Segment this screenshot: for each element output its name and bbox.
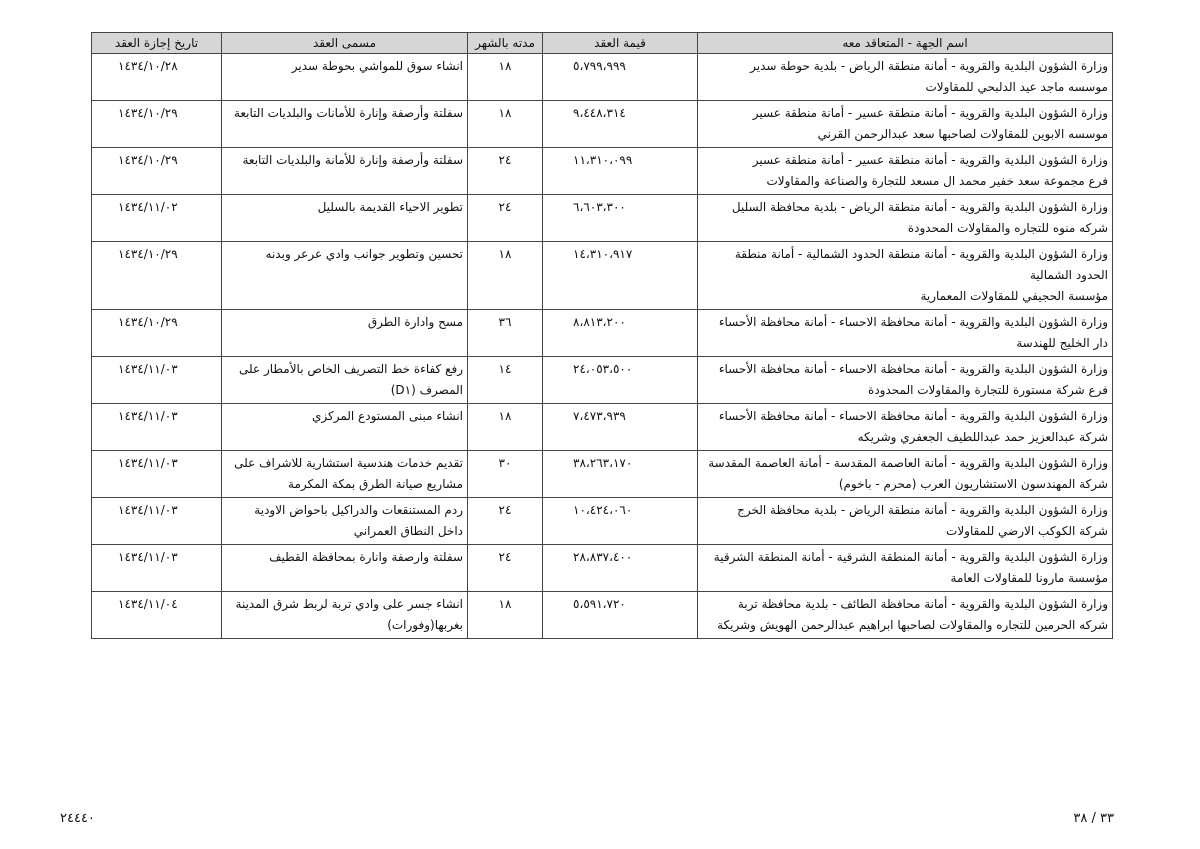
cell-party-line: وزارة الشؤون البلدية والقروية - أمانة منطقة الرياض - بلدية محافظة الخرج	[737, 503, 1108, 517]
cell-value-line: ١٠،٤٢٤،٠٦٠	[573, 503, 633, 517]
page-number: ٣٣ / ٣٨	[1073, 811, 1114, 826]
cell-party	[698, 242, 1113, 310]
cell-name-line: سفلتة وأرصفة وإنارة للأمانة والبلديات التابعة	[242, 153, 463, 167]
cell-date-line: ١٤٣٤/١٠/٢٩	[118, 153, 178, 167]
cell-name	[222, 498, 468, 545]
cell-name	[222, 195, 468, 242]
header-date: تاريخ إجازة العقد	[92, 33, 222, 54]
cell-party-line: وزارة الشؤون البلدية والقروية - أمانة المنطقة الشرقية - أمانة المنطقة الشرقية	[713, 550, 1108, 564]
cell-name	[222, 310, 468, 357]
header-party: اسم الجهة - المتعاقد معه	[698, 33, 1113, 54]
cell-date	[92, 498, 222, 545]
cell-value	[543, 310, 698, 357]
cell-duration	[468, 357, 543, 404]
cell-duration-line: ٢٤	[498, 550, 512, 564]
cell-date-line: ١٤٣٤/١٠/٢٨	[118, 59, 178, 73]
cell-name-line: انشاء سوق للمواشي بحوطة سدير	[291, 59, 463, 73]
cell-date-line: ١٤٣٤/١٠/٢٩	[118, 247, 178, 261]
table-row	[92, 404, 1113, 451]
table-row	[92, 357, 1113, 404]
cell-duration	[468, 310, 543, 357]
header-duration: مدته بالشهر	[468, 33, 543, 54]
cell-duration-line: ١٨	[498, 59, 512, 73]
cell-name	[222, 54, 468, 101]
cell-party-line: شركه منوه للتجاره والمقاولات المحدودة	[907, 221, 1108, 235]
cell-duration	[468, 451, 543, 498]
cell-party-line: فرع شركة مستورة للتجارة والمقاولات المحدودة	[868, 383, 1108, 397]
header-value: قيمة العقد	[543, 33, 698, 54]
table-row	[92, 195, 1113, 242]
table-body	[92, 54, 1113, 639]
cell-party-line: شركة الكوكب الارضي للمقاولات	[946, 524, 1108, 538]
cell-party-line: وزارة الشؤون البلدية والقروية - أمانة منطقة عسير - أمانة منطقة عسير	[752, 153, 1108, 167]
cell-name-line: مسح وادارة الطرق	[367, 315, 463, 329]
cell-value-line: ٧،٤٧٣،٩٣٩	[573, 409, 626, 423]
cell-duration	[468, 195, 543, 242]
cell-duration	[468, 54, 543, 101]
cell-name-line: رفع كفاءة خط التصريف الخاص بالأمطار على المصرف (D١)	[239, 362, 463, 397]
cell-name	[222, 592, 468, 639]
cell-party	[698, 357, 1113, 404]
cell-date	[92, 357, 222, 404]
cell-value	[543, 242, 698, 310]
cell-date-line: ١٤٣٤/١١/٠٢	[118, 200, 178, 214]
table-row	[92, 54, 1113, 101]
cell-party-line: دار الخليج للهندسة	[1016, 336, 1108, 350]
table-row	[92, 498, 1113, 545]
cell-party-line: وزارة الشؤون البلدية والقروية - أمانة منطقة الرياض - بلدية حوطة سدير	[750, 59, 1108, 73]
table-row	[92, 148, 1113, 195]
cell-duration-line: ٣٦	[498, 315, 512, 329]
cell-date	[92, 148, 222, 195]
cell-date	[92, 451, 222, 498]
cell-value	[543, 101, 698, 148]
cell-duration	[468, 498, 543, 545]
cell-party-line: وزارة الشؤون البلدية والقروية - أمانة محافظة الاحساء - أمانة محافظة الأحساء	[718, 362, 1108, 376]
cell-name-line: سفلتة وأرصفة وإنارة للأمانات والبلديات التابعة	[233, 106, 463, 120]
cell-party-line: شركة عبدالعزيز حمد عبداللطيف الجعفري وشريكه	[857, 430, 1108, 444]
cell-duration-line: ٢٤	[498, 503, 512, 517]
cell-value-line: ٣٨،٢٦٣،١٧٠	[573, 456, 633, 470]
cell-duration-line: ١٨	[498, 247, 512, 261]
cell-name	[222, 545, 468, 592]
cell-name	[222, 451, 468, 498]
header-name: مسمى العقد	[222, 33, 468, 54]
cell-date-line: ١٤٣٤/١١/٠٣	[118, 409, 178, 423]
cell-party	[698, 310, 1113, 357]
table-row	[92, 545, 1113, 592]
document-code: ٢٤٤٤٠	[60, 811, 95, 826]
cell-party	[698, 195, 1113, 242]
cell-party	[698, 451, 1113, 498]
cell-name	[222, 101, 468, 148]
cell-value	[543, 195, 698, 242]
cell-party	[698, 545, 1113, 592]
cell-date	[92, 404, 222, 451]
cell-name	[222, 148, 468, 195]
cell-duration	[468, 592, 543, 639]
table-row	[92, 310, 1113, 357]
cell-date-line: ١٤٣٤/١١/٠٣	[118, 550, 178, 564]
cell-date	[92, 101, 222, 148]
cell-party	[698, 498, 1113, 545]
cell-value-line: ٢٨،٨٣٧،٤٠٠	[573, 550, 633, 564]
cell-value	[543, 357, 698, 404]
cell-date-line: ١٤٣٤/١١/٠٣	[118, 503, 178, 517]
table-row	[92, 101, 1113, 148]
cell-duration	[468, 101, 543, 148]
cell-value	[543, 498, 698, 545]
cell-date-line: ١٤٣٤/١١/٠٤	[118, 597, 178, 611]
cell-duration-line: ١٨	[498, 106, 512, 120]
cell-duration-line: ٣٠	[498, 456, 512, 470]
cell-date-line: ١٤٣٤/١١/٠٣	[118, 456, 178, 470]
cell-name-line: انشاء جسر على وادي تربة لربط شرق المدينة بغربها(وفورات)	[235, 597, 463, 632]
cell-party	[698, 148, 1113, 195]
cell-party-line: مؤسسة الحجيفي للمقاولات المعمارية	[920, 289, 1108, 303]
cell-name-line: انشاء مبنى المستودع المركزي	[311, 409, 463, 423]
cell-party-line: موسسه ماجد عيد الدلبحي للمقاولات	[925, 80, 1108, 94]
cell-party	[698, 592, 1113, 639]
cell-duration-line: ٢٤	[498, 200, 512, 214]
cell-party-line: وزارة الشؤون البلدية والقروية - أمانة منطقة عسير - أمانة منطقة عسير	[752, 106, 1108, 120]
cell-value-line: ٨،٨١٣،٢٠٠	[573, 315, 626, 329]
cell-name	[222, 404, 468, 451]
cell-party-line: مؤسسة مارونا للمقاولات العامة	[950, 571, 1108, 585]
cell-value-line: ٥،٥٩١،٧٢٠	[573, 597, 626, 611]
cell-date	[92, 310, 222, 357]
cell-party-line: وزارة الشؤون البلدية والقروية - أمانة منطقة الرياض - بلدية محافظة السليل	[731, 200, 1108, 214]
cell-value-line: ١١،٣١٠،٠٩٩	[573, 153, 633, 167]
cell-party-line: وزارة الشؤون البلدية والقروية - أمانة محافظة الطائف - بلدية محافظة تربة	[737, 597, 1108, 611]
cell-duration-line: ٢٤	[498, 153, 512, 167]
cell-duration	[468, 242, 543, 310]
cell-date-line: ١٤٣٤/١١/٠٣	[118, 362, 178, 376]
cell-value	[543, 148, 698, 195]
cell-date	[92, 242, 222, 310]
cell-party-line: وزارة الشؤون البلدية والقروية - أمانة محافظة الاحساء - أمانة محافظة الأحساء	[718, 409, 1108, 423]
table-row	[92, 592, 1113, 639]
cell-party-line: شركه الحرمين للتجاره والمقاولات لصاحبها ابراهيم عبدالرحمن الهويش وشريكة	[717, 618, 1108, 632]
cell-duration-line: ١٨	[498, 597, 512, 611]
cell-value-line: ٩،٤٤٨،٣١٤	[573, 106, 626, 120]
cell-party-line: وزارة الشؤون البلدية والقروية - أمانة منطقة الحدود الشمالية - أمانة منطقة الحدود الشمالية	[734, 247, 1108, 282]
cell-name	[222, 357, 468, 404]
cell-party	[698, 404, 1113, 451]
cell-party	[698, 101, 1113, 148]
cell-duration-line: ١٤	[498, 362, 512, 376]
cell-value	[543, 592, 698, 639]
table-row	[92, 242, 1113, 310]
cell-value	[543, 451, 698, 498]
cell-date-line: ١٤٣٤/١٠/٢٩	[118, 106, 178, 120]
cell-duration	[468, 545, 543, 592]
table-header-row	[92, 33, 1113, 54]
cell-value	[543, 545, 698, 592]
cell-name-line: سفلتة وارصفة وانارة بمحافظة القطيف	[269, 550, 463, 564]
cell-value-line: ٢٤،٠٥٣،٥٠٠	[573, 362, 633, 376]
cell-date	[92, 195, 222, 242]
cell-duration	[468, 404, 543, 451]
cell-name	[222, 242, 468, 310]
cell-value	[543, 54, 698, 101]
cell-party	[698, 54, 1113, 101]
cell-value-line: ٥،٧٩٩،٩٩٩	[573, 59, 626, 73]
cell-name-line: تحسين وتطوير جوانب وادي عرعر وبدنه	[265, 247, 463, 261]
cell-duration	[468, 148, 543, 195]
cell-party-line: شركة المهندسون الاستشاريون العرب (محرم - باخوم)	[838, 477, 1108, 491]
cell-name-line: تطوير الاحياء القديمة بالسليل	[317, 200, 463, 214]
cell-value-line: ١٤،٣١٠،٩١٧	[573, 247, 633, 261]
cell-name-line: تقديم خدمات هندسية استشارية للاشراف على مشاريع صيانة الطرق بمكة المكرمة	[234, 456, 463, 491]
cell-date-line: ١٤٣٤/١٠/٢٩	[118, 315, 178, 329]
cell-duration-line: ١٨	[498, 409, 512, 423]
cell-value	[543, 404, 698, 451]
cell-party-line: وزارة الشؤون البلدية والقروية - أمانة العاصمة المقدسة - أمانة العاصمة المقدسة	[708, 456, 1108, 470]
cell-value-line: ٦،٦٠٣،٣٠٠	[573, 200, 626, 214]
cell-date	[92, 545, 222, 592]
cell-date	[92, 592, 222, 639]
cell-party-line: موسسه الابوين للمقاولات لصاحبها سعد عبدالرحمن القرني	[817, 127, 1108, 141]
cell-name-line: ردم المستنقعات والدراكيل باحواض الاودية داخل النطاق العمراني	[254, 503, 463, 538]
cell-date	[92, 54, 222, 101]
contracts-table	[91, 32, 1113, 639]
table-row	[92, 451, 1113, 498]
cell-party-line: وزارة الشؤون البلدية والقروية - أمانة محافظة الاحساء - أمانة محافظة الأحساء	[718, 315, 1108, 329]
cell-party-line: فرع مجموعة سعد خفير محمد ال مسعد للتجارة والصناعة والمقاولات	[766, 174, 1108, 188]
